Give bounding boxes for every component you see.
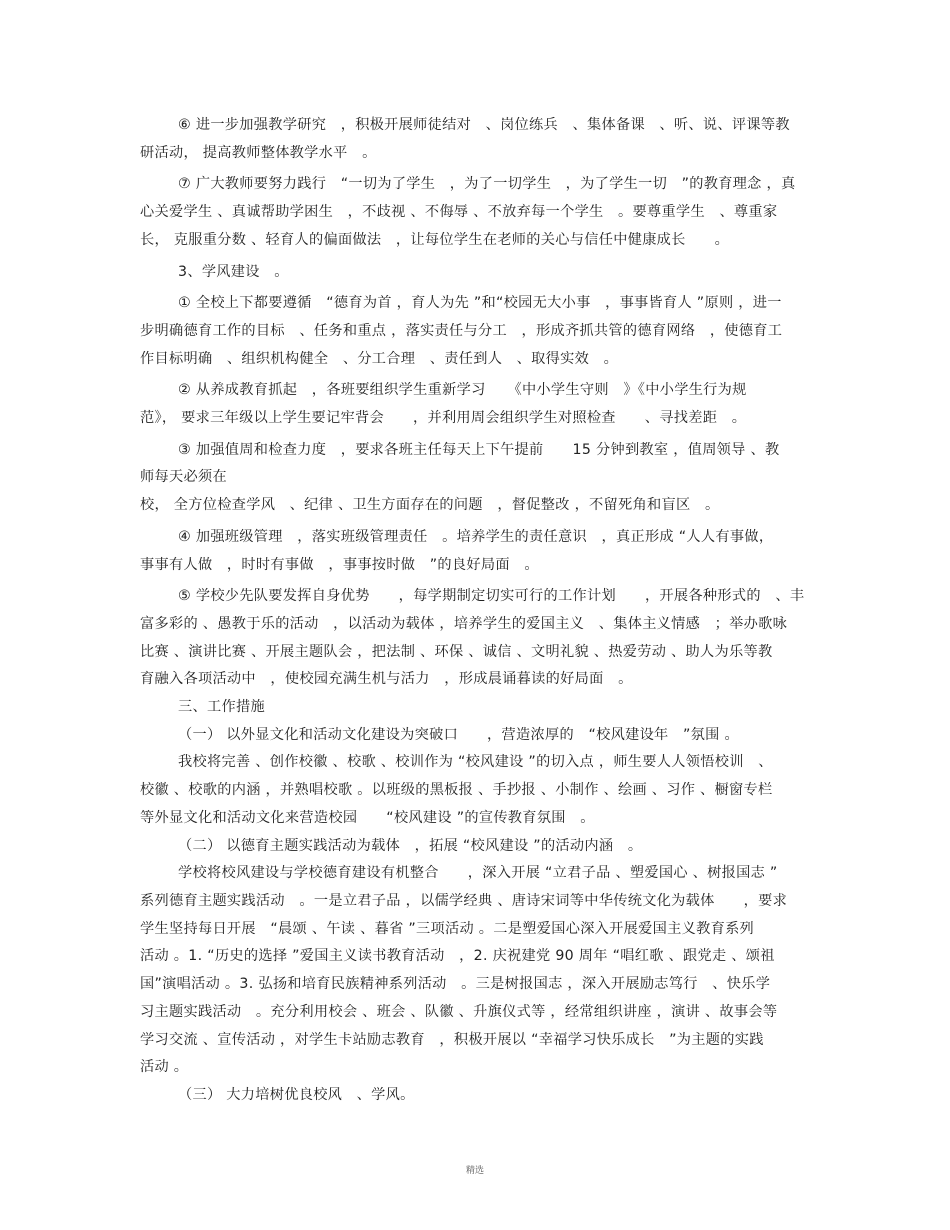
paragraph-2-habit-education: ② 从养成教育抓起 ，各班要组织学生重新学习 《中小学生守则 》《中小学生行为规 范》， 要求三年级以上学生要记牢背会 ，并利用周会组织学生对照检查 、寻找差距 。 — [140, 382, 747, 427]
paragraph-practice-detail: 学校将校风建设与学校德育建设有机整合 ，深入开展 “立君子品 、塑爱国心 、树报国志 ” 系列德育主题实践活动 。一是立君子品 ，以儒学经典 、唐诗宋词等中华传统文化为载体 ，要求 学生坚持每日开展 “晨颂 、午读 、暮省 ”三项活动 。二是塑爱国心深入开展爱国主义教育系列 活动 。1. “历史的选择 ”爱国主义读书教育活动 ，2. 庆祝建党 90 周年 “唱红歌 、跟党走 、颂祖 国”演唱活动 。3. 弘扬和培育民族精神系列活动 。三是树报国志 ，深入开展励志笃行 、快乐学 习主题实践活动 。充分利用校会 、班会 、队徽 、升旗仪式等 ，经常组织讲座 ，演讲 、故事会等 学习交流 、宣传活动 ，对学生卡站励志教育 ，积极开展以 “幸福学习快乐成长 ”为主题的实践 活动 。 — [140, 865, 788, 1076]
subheading-3-school-style: （三） 大力培树优良校风 、学风。 — [178, 1086, 415, 1103]
paragraph-4-class-management: ④ 加强班级管理 ，落实班级管理责任 。培养学生的责任意识 ，真正形成 “人人有事做， 事事有人做 ，时时有事做 ，事事按时做 ”的良好局面 。 — [140, 528, 774, 573]
subheading-1-culture: （一） 以外显文化和活动文化建设为突破口 ，营造浓厚的 “校风建设年 ”氛围 。 — [178, 726, 739, 743]
paragraph-3-duty-inspection: ③ 加强值周和检查力度 ，要求各班主任每天上下午提前 15 分钟到教室 ，值周领导 、教 师每天必须在 — [140, 441, 780, 486]
paragraph-5-young-pioneers: ⑤ 学校少先队要发挥自身优势 ，每学期制定切实可行的工作计划 ，开展各种形式的 、丰 富多彩的 、愚教于乐的活动 ，以活动为载体 ，培养学生的爱国主义 、集体主义情感 ；举办歌咏 比赛 、演讲比赛 、开展主题队会 ，把法制 、环保 、诚信 、文明礼貌 、热爱劳动 、助人为乐等教 育融入各项活动中 ，使校园充满生机与活力 ，形成晨诵暮读的好局面 。 — [140, 588, 805, 688]
paragraph-culture-detail: 我校将完善 、创作校徽 、校歌 、校训作为 “校风建设 ”的切入点 ，师生要人人领悟校训 、 校徽 、校歌的内涵 ，并熟唱校歌 。以班级的黑板报 、手抄报 、小制作 、绘画 、习作 、橱窗专栏 等外显文化和活动文化来营造校园 “校风建设 ”的宣传教育氛围 。 — [140, 754, 773, 826]
paragraph-3-continued: 校， 全方位检查学风 、纪律 、卫生方面存在的问题 ，督促整改 ，不留死角和盲区 。 — [140, 497, 720, 514]
paragraph-6-teaching-research: ⑥ 进一步加强教学研究 ，积极开展师徒结对 、岗位练兵 、集体备课 、听、说、评课等教 研活动， 提高教师整体教学水平 。 — [140, 117, 790, 161]
paragraph-7-teacher-philosophy: ⑦ 广大教师要努力践行 “一切为了学生 ，为了一切学生 ，为了学生一切 ”的教育理念 ，真 心关爱学生 、真诚帮助学困生 ，不歧视 、不侮辱 、不放弃每一个学生 。要尊重学生 、尊重家 长， 克服重分数 、轻育人的偏面做法 ，让每位学生在老师的关心与信任中健康成长 。 — [140, 176, 796, 248]
page-footer: 精选 — [465, 1166, 484, 1176]
section-heading-study-style: 3、学风建设 。 — [178, 263, 289, 280]
section-heading-measures: 三、工作措施 — [178, 699, 265, 716]
subheading-2-practice: （二） 以德育主题实践活动为载体 ，拓展 “校风建设 ”的活动内涵 。 — [178, 837, 643, 854]
paragraph-1-moral-education: ① 全校上下都要遵循 “德育为首 ，育人为先 ”和“校园无大小事 ，事事皆育人 ”原则 ，进一 步明确德育工作的目标 、任务和重点 ，落实责任与分工 ，形成齐抓共管的德育网络 ，使德育工 作目标明确 、组织机构健全 、分工合理 、责任到人 、取得实效 。 — [140, 295, 783, 367]
document-body — [0, 112, 950, 1110]
